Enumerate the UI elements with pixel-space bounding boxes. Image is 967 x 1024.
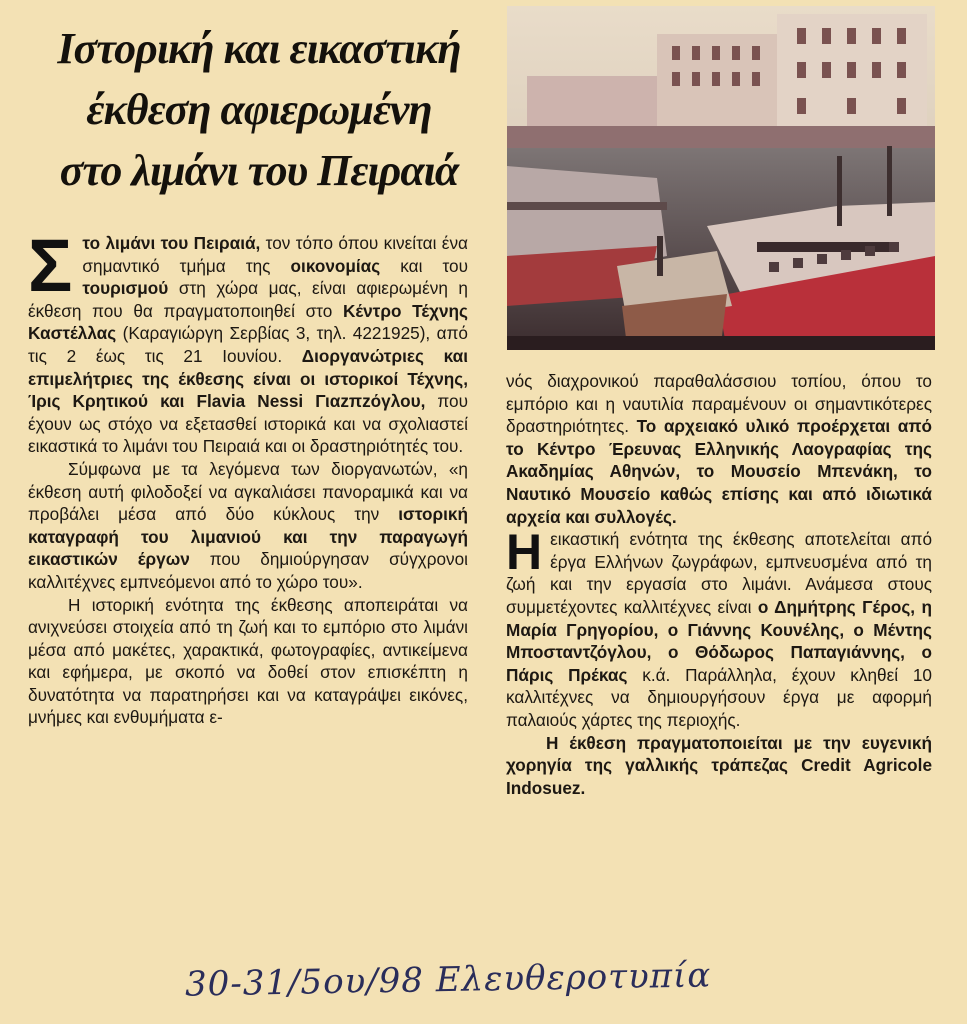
text: και του xyxy=(380,255,468,276)
text: Η ιστορική ενότητα της έκθεσης αποπειράται να ανιχνεύσει στοιχεία από τη ζωή και το εμπόριο στο λιμάνι μέσα από μακέτες, χαρακτικά, φωτογραφίες, αντικείμενα και εφήμερα, με σκοπό να δοθεί στον επισκέπτη η δυνατότητα να παρατηρήσει και να καταγράψει εικόνες, μνήμες και ενθυμήματα ε- xyxy=(28,594,468,728)
text-bold: το λιμάνι του Πειραιά, xyxy=(82,233,261,253)
harbor-photo xyxy=(507,6,935,350)
headline-line-3: στο λιμάνι του Πειραιά xyxy=(59,146,459,195)
article-headline xyxy=(24,18,494,201)
harbor-photo-illustration xyxy=(507,6,935,350)
text: στη χώρα μας, είναι αφιερωμένη η έκθεση που θα πραγματοποιηθεί στο xyxy=(28,278,468,321)
text-bold: τουρισμού xyxy=(82,278,169,299)
headline-line-1: Ιστορική και εικαστική xyxy=(57,24,461,73)
article-column-left xyxy=(28,224,468,729)
text-bold: Η έκθεση πραγματοποιείται με την ευγενική χορηγία της γαλλικής τράπεζας Credit Agricole Indosuez. xyxy=(506,732,932,798)
paragraph-6 xyxy=(506,732,932,800)
dropcap-eta: Η xyxy=(506,524,543,581)
text: κ.ά. Παράλληλα, έχουν κληθεί 10 καλλιτέχνες να δημιουργήσουν έργα με αφορμή παλαιούς χάρτες της περιοχής. xyxy=(506,664,932,730)
text-bold: ο Δημήτρης Γέρος, η Μαρία Γρηγορίου, ο Γιάννης Κουνέλης, ο Μέντης Μποσταντζόγλου, ο Θόδωρος Παπαγιάννης, ο Πάρις Πρέκας xyxy=(506,596,932,685)
paragraph-5 xyxy=(506,524,932,731)
text-bold: Το αρχειακό υλικό προέρχεται από το Κέντρο Έρευνας Ελληνικής Λαογραφίας της Ακαδημίας Αθηνών, το Μουσείο Μπενάκη, το Ναυτικό Μουσείο καθώς επίσης και από ιδιωτικά αρχεία και συλλογές. xyxy=(506,416,932,527)
text-bold: Κέντρο Τέχνης Καστέλλας xyxy=(28,300,468,344)
paragraph-1 xyxy=(28,224,468,458)
text: τον τόπο όπου κινείται ένα σημαντικό τμήμα της xyxy=(82,233,468,276)
paragraph-4 xyxy=(506,370,932,528)
text: Σύμφωνα με τα λεγόμενα των διοργανωτών, «η έκθεση αυτή φιλοδοξεί να αγκαλιάσει πανοραμικά και να προβάλει μέσα από δύο κύκλους την xyxy=(28,458,468,525)
article-column-right xyxy=(506,370,932,799)
text-bold: Διοργανώτριες και επιμελήτριες της έκθεσης είναι οι ιστορικοί Τέχνης, Ίρις Κρητικού και Flavia Nessi Γιαzπzόγλου, xyxy=(28,345,468,412)
text-bold: οικονομίας xyxy=(290,255,381,276)
handwritten-date-note: 30-31/5ου/98 Ελευθεροτυπία xyxy=(184,955,712,1005)
text: εικαστική ενότητα της έκθεσης αποτελείται από έργα Ελλήνων ζωγράφων, εμπνευσμένα από τη ζωή και την εργασία στο λιμάνι. Ανάμεσα στους συμμετέχοντες καλλιτέχνες είναι xyxy=(506,529,932,617)
paragraph-3 xyxy=(28,594,468,730)
dropcap-sigma: Σ xyxy=(28,224,73,307)
text: που έχουν ως στόχο να εξετασθεί ιστορικά και να σχολιαστεί εικαστικά το λιμάνι του Πειραιά και οι δραστηριότητές του. xyxy=(28,391,468,457)
text: νός διαχρονικού παραθαλάσσιου τοπίου, όπου το εμπόριο και η ναυτιλία παραμένουν οι σημαντικότερες δραστηριότητες. xyxy=(506,371,932,437)
text: που δημιούργησαν σύγχρονοι καλλιτέχνες εμπνεόμενοι από το χώρο του». xyxy=(28,549,468,592)
paragraph-2 xyxy=(28,458,468,594)
text-bold: ιστορική καταγραφή του λιμανιού και την παραγωγή εικαστικών έργων xyxy=(28,504,468,570)
text: (Καραγιώργη Σερβίας 3, τηλ. 4221925), από τις 2 έως τις 21 Ιουνίου. xyxy=(28,323,468,366)
headline-line-2: έκθεση αφιερωμένη xyxy=(86,85,432,134)
